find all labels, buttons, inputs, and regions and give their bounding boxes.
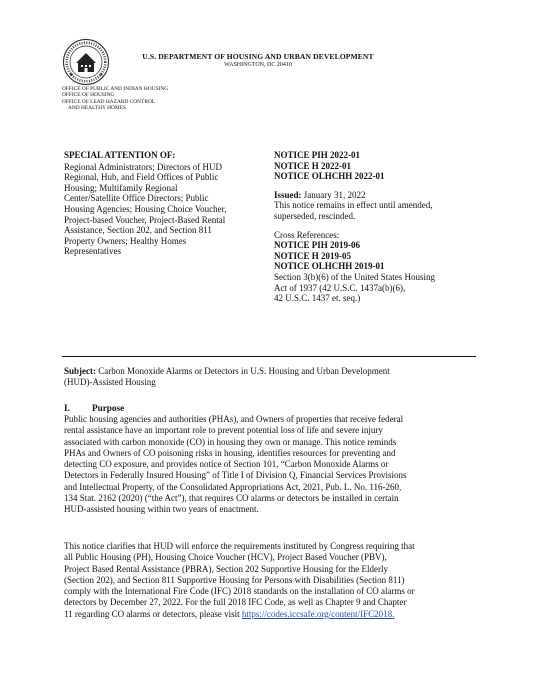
paragraph-line: Public housing agencies and authorities (PHAs), and Owners of properties that receive federal bbox=[64, 414, 404, 424]
notice-info-block bbox=[274, 150, 484, 304]
subject-block bbox=[64, 366, 474, 387]
issued-label: Issued: bbox=[274, 189, 302, 200]
special-attention-block bbox=[64, 150, 264, 257]
paragraph-text: 11 regarding CO alarms or detectors, please visit bbox=[64, 608, 242, 619]
paragraph-line: HUD-assisted housing within two years of enactment. bbox=[64, 504, 259, 515]
attention-line: Representatives bbox=[64, 246, 121, 257]
attention-line: Housing; Multifamily Regional bbox=[64, 182, 178, 193]
paragraph-line: detectors by December 27, 2022. For the full 2018 IFC Code, as well as Chapter 9 and Chapter bbox=[64, 597, 407, 608]
cross-references-label: Cross References: bbox=[274, 229, 340, 240]
purpose-paragraph-2 bbox=[64, 541, 476, 620]
attention-line: Regional, Hub, and Field Offices of Public bbox=[64, 172, 219, 183]
cross-reference-notice: NOTICE PIH 2019-06 bbox=[274, 240, 361, 251]
agency-name: U.S. DEPARTMENT OF HOUSING AND URBAN DEVELOPMENT bbox=[142, 52, 374, 61]
ifc-code-link[interactable]: https://codes.iccsafe.org/content/IFC2018. bbox=[241, 608, 395, 619]
svg-text:★: ★ bbox=[69, 72, 74, 78]
office-line: OFFICE OF PUBLIC AND INDIAN HOUSING bbox=[62, 86, 169, 92]
cross-reference-notice: NOTICE H 2019-05 bbox=[274, 250, 352, 261]
agency-address: WASHINGTON, DC 20410 bbox=[224, 62, 292, 68]
office-line: AND HEALTHY HOMES bbox=[68, 105, 126, 112]
paragraph-line: and Intellectual Property, of the Consolidated Appropriations Act, 2021, Pub. L. No. 116-260, bbox=[64, 481, 402, 492]
attention-line: Regional Administrators; Directors of HUD bbox=[64, 161, 222, 172]
subject-line: Carbon Monoxide Alarms or Detectors in U.S. Housing and Urban Development bbox=[98, 366, 390, 376]
cross-reference-notice: NOTICE OLHCHH 2019-01 bbox=[274, 261, 385, 272]
attention-line: Housing Agencies; Housing Choice Voucher, bbox=[64, 203, 227, 214]
subject-label: Subject: bbox=[64, 366, 96, 376]
purpose-paragraph-1 bbox=[64, 414, 476, 516]
svg-text:★: ★ bbox=[99, 72, 104, 78]
notice-number: NOTICE PIH 2022-01 bbox=[274, 150, 361, 160]
attention-line: Assistance, Section 202, and Section 811 bbox=[64, 225, 212, 236]
letterhead bbox=[128, 52, 388, 70]
paragraph-line: Project Based Rental Assistance (PBRA), Section 202 Supportive Housing for the Elderly bbox=[64, 563, 388, 574]
notice-number: NOTICE OLHCHH 2022-01 bbox=[274, 171, 385, 182]
subject-line: (HUD)-Assisted Housing bbox=[64, 376, 156, 387]
attention-line: Project-based Voucher, Project-Based Rental bbox=[64, 214, 226, 225]
office-line: OFFICE OF LEAD HAZARD CONTROL bbox=[62, 98, 156, 105]
special-attention-heading: SPECIAL ATTENTION OF: bbox=[64, 150, 176, 160]
paragraph-line: rental assistance have an important role to prevent potential loss of life and severe injury bbox=[64, 425, 383, 436]
paragraph-line: comply with the International Fire Code (IFC) 2018 standards on the installation of CO alarms or bbox=[64, 586, 415, 597]
paragraph-line: Detectors in Federally Insured Housing” of Title I of Division Q, Financial Services Provisions bbox=[64, 470, 407, 481]
statute-line: Section 3(b)(6) of the United States Housing bbox=[274, 271, 435, 282]
hud-seal-logo bbox=[62, 38, 110, 86]
issued-date: January 31, 2022 bbox=[303, 189, 366, 200]
paragraph-line: all Public Housing (PH), Housing Choice Voucher (HCV), Project Based Voucher (PBV), bbox=[64, 552, 387, 563]
issuing-offices bbox=[62, 86, 242, 112]
section-heading bbox=[64, 403, 474, 414]
statute-line: Act of 1937 (42 U.S.C. 1437a(b)(6), bbox=[274, 282, 406, 293]
attention-line: Property Owners; Healthy Homes bbox=[64, 235, 187, 246]
attention-line: Center/Satellite Office Directors; Public bbox=[64, 193, 209, 204]
section-divider bbox=[62, 356, 476, 357]
issued-line bbox=[274, 190, 484, 201]
notice-number: NOTICE H 2022-01 bbox=[274, 160, 352, 171]
paragraph-line: detecting CO exposure, and provides notice of Section 101, “Carbon Monoxide Alarms or bbox=[64, 459, 389, 470]
paragraph-line: associated with carbon monoxide (CO) in housing they own or manage. This notice reminds bbox=[64, 436, 397, 447]
office-line: OFFICE OF HOUSING bbox=[62, 92, 115, 99]
section-number: I. bbox=[64, 403, 70, 413]
paragraph-line: (Section 202), and Section 811 Supportive Housing for Persons with Disabilities (Section 811) bbox=[64, 574, 405, 585]
paragraph-line bbox=[64, 609, 476, 620]
paragraph-line: PHAs and Owners of CO poisoning risks in housing, identifies resources for preventing and bbox=[64, 447, 396, 458]
effect-line: This notice remains in effect until amended, bbox=[274, 200, 433, 211]
statute-line: 42 U.S.C. 1437 et. seq.) bbox=[274, 293, 361, 304]
paragraph-line: This notice clarifies that HUD will enforce the requirements instituted by Congress requiring that bbox=[64, 541, 415, 551]
effect-line: superseded, rescinded. bbox=[274, 210, 356, 221]
section-title: Purpose bbox=[92, 403, 125, 413]
paragraph-line: 134 Stat. 2162 (2020) (“the Act”), that requires CO alarms or detectors be installed in certain bbox=[64, 493, 399, 504]
